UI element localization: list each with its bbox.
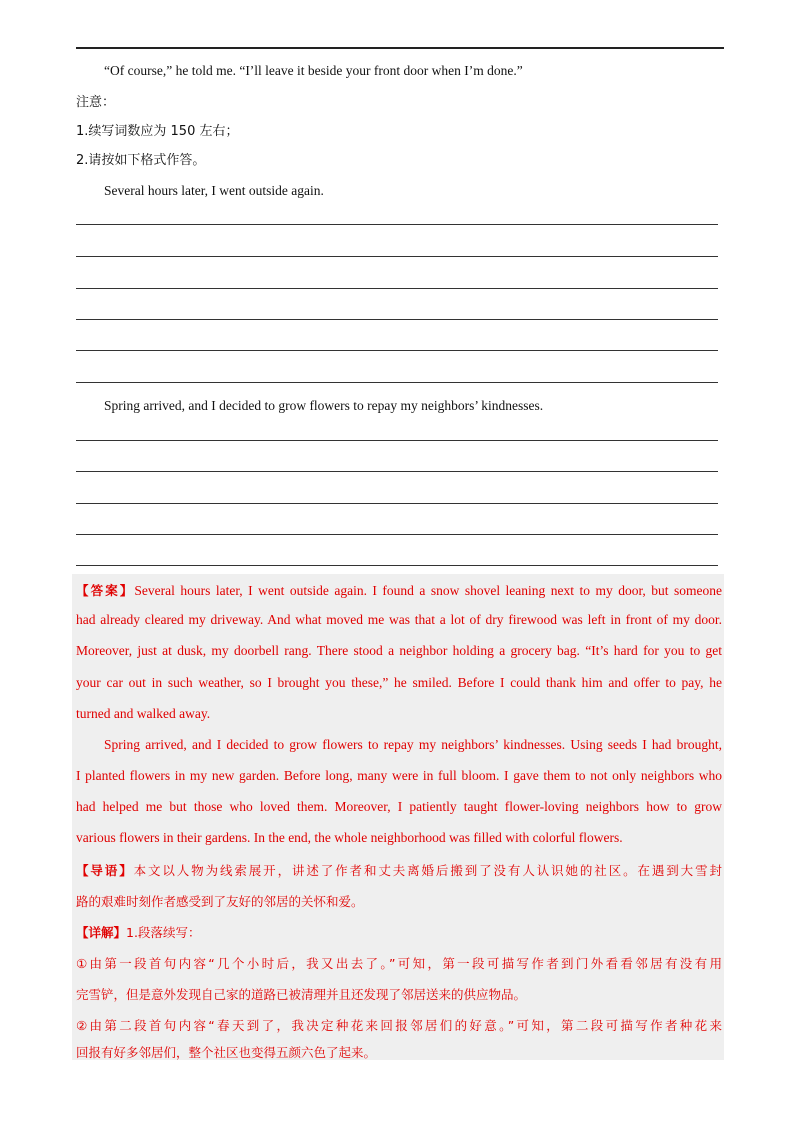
answer-line: turned and walked away.: [76, 706, 211, 721]
answer-line: had already cleared my driveway. And what moved me was that a lot of dry firewood was left in front of my door.: [76, 612, 722, 627]
paragraph2-prompt: Spring arrived, and I decided to grow flowers to repay my neighbors’ kindnesses.: [104, 398, 544, 413]
writing-line: [76, 382, 718, 383]
note-label: 注意：: [76, 95, 116, 110]
answer-line: had helped me but those who loved them. Moreover, I patiently taught flower-loving neighbors how to grow: [76, 799, 722, 814]
detail-point-2-line: ②由第二段首句内容“春天到了，我决定种花来回报邻居们的好意。”可知，第二段可描写作者种花来: [76, 1018, 722, 1033]
detail-label: 【详解】: [76, 925, 127, 940]
guide-label: 【导语】: [76, 863, 134, 878]
detail-point-2-line: 回报有好多邻居们，整个社区也变得五颜六色了起来。: [76, 1045, 377, 1060]
answer-label: 【答案】: [76, 583, 135, 598]
writing-line: [76, 440, 718, 441]
detail-point-1-line: ①由第一段首句内容“几个小时后，我又出去了。”可知，第一段可描写作者到门外看看邻居有没有用: [76, 956, 722, 971]
writing-line: [76, 319, 718, 320]
writing-line: [76, 224, 718, 225]
guide-line: 路的艰难时刻作者感受到了友好的邻居的关怀和爱。: [76, 894, 364, 909]
detail-point-1-line: 完雪铲，但是意外发现自己家的道路已被清理并且还发现了邻居送来的供应物品。: [76, 987, 527, 1002]
instruction-item-1: 1.续写词数应为 150 左右；: [76, 124, 239, 139]
writing-line: [76, 503, 718, 504]
answer-line: various flowers in their gardens. In the end, the whole neighborhood was filled with colorful flowers.: [76, 830, 623, 845]
answer-line: Moreover, just at dusk, my doorbell rang. There stood a neighbor holding a grocery bag. “It’s hard for you to get: [76, 643, 722, 658]
top-rule: [76, 47, 724, 49]
paragraph1-prompt: Several hours later, I went outside again.: [104, 183, 324, 198]
writing-line: [76, 565, 718, 566]
answer-line: your car out in such weather, so I brought you these,” he smiled. Before I could thank him and offer to pay, he: [76, 675, 722, 690]
answer-line: Spring arrived, and I decided to grow flowers to repay my neighbors’ kindnesses. Using seeds I had brought,: [104, 737, 722, 752]
writing-line: [76, 256, 718, 257]
answer-line-1: 【答案】Several hours later, I went outside again. I found a snow shovel leaning next to my door, but someone: [76, 583, 722, 598]
quote-line: “Of course,” he told me. “I’ll leave it beside your front door when I’m done.”: [104, 63, 523, 78]
detail-heading-line: 【详解】1.段落续写：: [76, 925, 201, 940]
instruction-item-2: 2.请按如下格式作答。: [76, 153, 206, 168]
writing-line: [76, 534, 718, 535]
writing-line: [76, 350, 718, 351]
writing-line: [76, 288, 718, 289]
answer-line: I planted flowers in my new garden. Before long, many were in full bloom. I gave them to not only neighbors who: [76, 768, 722, 783]
guide-line-1: 【导语】本文以人物为线索展开，讲述了作者和丈夫离婚后搬到了没有人认识她的社区。在遇到大雪封: [76, 863, 722, 878]
writing-line: [76, 471, 718, 472]
